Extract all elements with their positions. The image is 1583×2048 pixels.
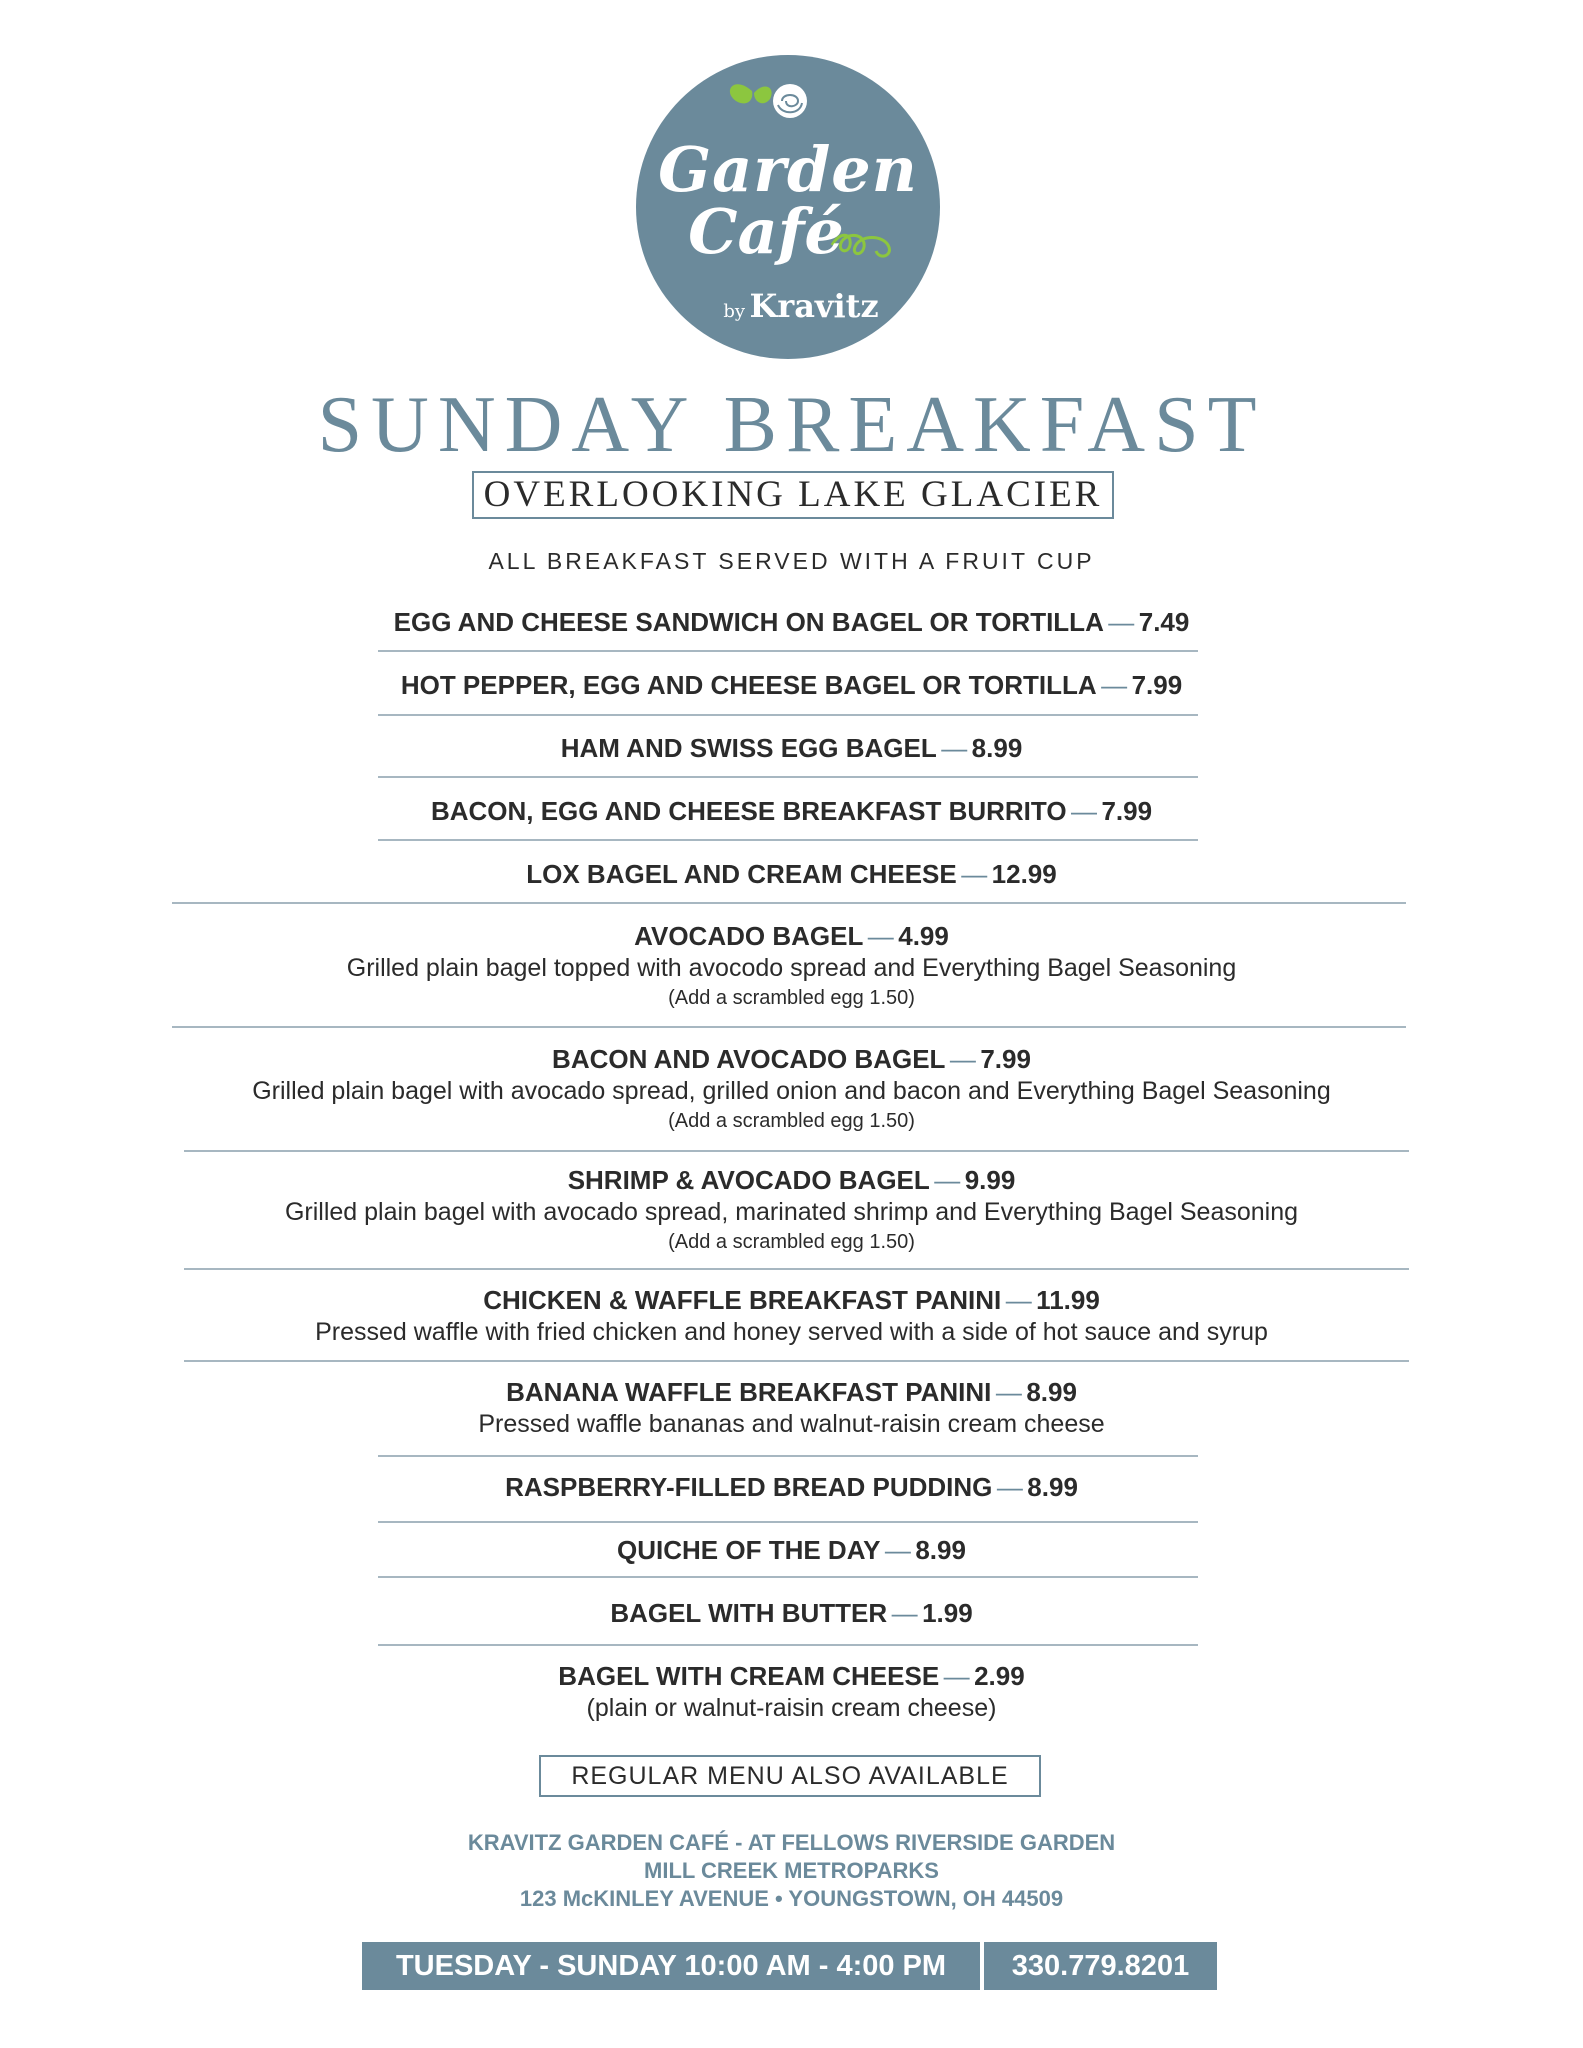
divider	[378, 776, 1198, 778]
divider	[378, 714, 1198, 716]
item-price: 1.99	[922, 1598, 973, 1628]
item-name: CHICKEN & WAFFLE BREAKFAST PANINI	[483, 1285, 1002, 1315]
item-price: 2.99	[974, 1661, 1025, 1691]
item-price: 11.99	[1036, 1285, 1100, 1315]
menu-item	[0, 796, 1583, 827]
item-dash: —	[1108, 607, 1135, 637]
item-name: QUICHE OF THE DAY	[617, 1535, 881, 1565]
address-line-3: 123 McKINLEY AVENUE • YOUNGSTOWN, OH 44509	[519, 1886, 1064, 1911]
menu-item	[0, 1598, 1583, 1629]
item-description: (plain or walnut-raisin cream cheese)	[586, 1694, 997, 1722]
garden-cafe-logo	[636, 55, 940, 359]
item-name: RASPBERRY-FILLED BREAD PUDDING	[505, 1472, 993, 1502]
menu-item	[0, 1285, 1583, 1347]
item-name: BACON, EGG AND CHEESE BREAKFAST BURRITO	[430, 796, 1067, 826]
item-price: 7.99	[1101, 796, 1153, 826]
menu-item	[0, 733, 1583, 764]
item-dash: —	[867, 921, 894, 951]
address-line-1: KRAVITZ GARDEN CAFÉ - AT FELLOWS RIVERSIDE GARDEN	[467, 1830, 1116, 1855]
item-note: (Add a scrambled egg 1.50)	[668, 1231, 915, 1253]
item-price: 8.99	[1026, 1377, 1077, 1407]
logo-brand: Kravitz	[749, 287, 879, 325]
item-note: (Add a scrambled egg 1.50)	[668, 987, 915, 1009]
item-price: 9.99	[964, 1165, 1016, 1195]
menu-item	[0, 1472, 1583, 1503]
item-name: HAM AND SWISS EGG BAGEL	[560, 733, 937, 763]
item-name: SHRIMP & AVOCADO BAGEL	[567, 1165, 930, 1195]
subtitle-box: OVERLOOKING LAKE GLACIER	[472, 471, 1114, 519]
menu-item	[0, 1661, 1583, 1723]
item-price: 4.99	[898, 921, 949, 951]
served-note: ALL BREAKFAST SERVED WITH A FRUIT CUP	[488, 548, 1095, 574]
item-description: Pressed waffle with fried chicken and honey served with a side of hot sauce and syrup	[315, 1318, 1268, 1346]
item-name: HOT PEPPER, EGG AND CHEESE BAGEL OR TORTILLA	[400, 670, 1097, 700]
item-name: BANANA WAFFLE BREAKFAST PANINI	[506, 1377, 992, 1407]
item-price: 7.99	[980, 1044, 1031, 1074]
logo-by-kravitz	[706, 287, 896, 325]
hours-bar: TUESDAY - SUNDAY 10:00 AM - 4:00 PM	[362, 1942, 980, 1990]
item-description: Grilled plain bagel with avocado spread, marinated shrimp and Everything Bagel Seasoning	[284, 1198, 1299, 1226]
logo-by: by	[723, 301, 746, 322]
divider	[172, 902, 1406, 904]
item-dash: —	[1071, 796, 1097, 826]
menu-item	[0, 1535, 1583, 1566]
leaf-icon	[730, 84, 752, 103]
divider	[378, 650, 1198, 652]
phone-number: 330.779.8201	[984, 1942, 1217, 1990]
divider	[378, 1455, 1198, 1457]
item-price: 7.99	[1131, 670, 1183, 700]
divider	[378, 1521, 1198, 1523]
item-description: Pressed waffle bananas and walnut-raisin cream cheese	[478, 1410, 1105, 1438]
item-note: (Add a scrambled egg 1.50)	[668, 1110, 915, 1132]
menu-item	[0, 670, 1583, 701]
item-dash: —	[884, 1535, 911, 1565]
item-dash: —	[934, 1165, 961, 1195]
logo-garden-text: Garden	[658, 133, 918, 206]
item-name: LOX BAGEL AND CREAM CHEESE	[526, 859, 957, 889]
item-dash: —	[995, 1377, 1022, 1407]
menu-item	[0, 1044, 1583, 1133]
regular-menu-box: REGULAR MENU ALSO AVAILABLE	[539, 1755, 1041, 1797]
item-description: Grilled plain bagel with avocado spread, grilled onion and bacon and Everything Bagel Seasoning	[252, 1077, 1331, 1105]
divider	[184, 1150, 1409, 1152]
divider	[378, 1644, 1198, 1646]
item-dash: —	[941, 733, 968, 763]
item-price: 8.99	[1027, 1472, 1078, 1502]
item-dash: —	[949, 1044, 976, 1074]
item-dash: —	[961, 859, 988, 889]
item-name: EGG AND CHEESE SANDWICH ON BAGEL OR TORTILLA	[393, 607, 1104, 637]
divider	[184, 1268, 1409, 1270]
item-price: 8.99	[915, 1535, 966, 1565]
item-price: 8.99	[971, 733, 1023, 763]
item-dash: —	[1101, 670, 1128, 700]
item-dash: —	[1005, 1285, 1032, 1315]
divider	[378, 1576, 1198, 1578]
menu-item	[0, 921, 1583, 1010]
item-description: Grilled plain bagel topped with avocodo spread and Everything Bagel Seasoning	[346, 954, 1237, 982]
item-name: BACON AND AVOCADO BAGEL	[552, 1044, 946, 1074]
item-name: BAGEL WITH BUTTER	[610, 1598, 888, 1628]
divider	[184, 1360, 1409, 1362]
menu-item	[0, 1377, 1583, 1439]
item-dash: —	[891, 1598, 918, 1628]
address-line-2: MILL CREEK METROPARKS	[644, 1858, 939, 1883]
item-price: 12.99	[991, 859, 1057, 889]
divider	[172, 1026, 1406, 1028]
menu-item	[0, 1165, 1583, 1254]
leaf-icon	[754, 86, 772, 103]
item-price: 7.49	[1138, 607, 1190, 637]
menu-item	[0, 607, 1583, 638]
divider	[378, 839, 1198, 841]
item-dash: —	[943, 1661, 970, 1691]
item-dash: —	[996, 1472, 1023, 1502]
logo-cafe-text: Café	[688, 195, 844, 268]
item-name: BAGEL WITH CREAM CHEESE	[558, 1661, 940, 1691]
page-title: SUNDAY BREAKFAST	[317, 381, 1266, 469]
item-name: AVOCADO BAGEL	[634, 921, 864, 951]
menu-item	[0, 859, 1583, 890]
